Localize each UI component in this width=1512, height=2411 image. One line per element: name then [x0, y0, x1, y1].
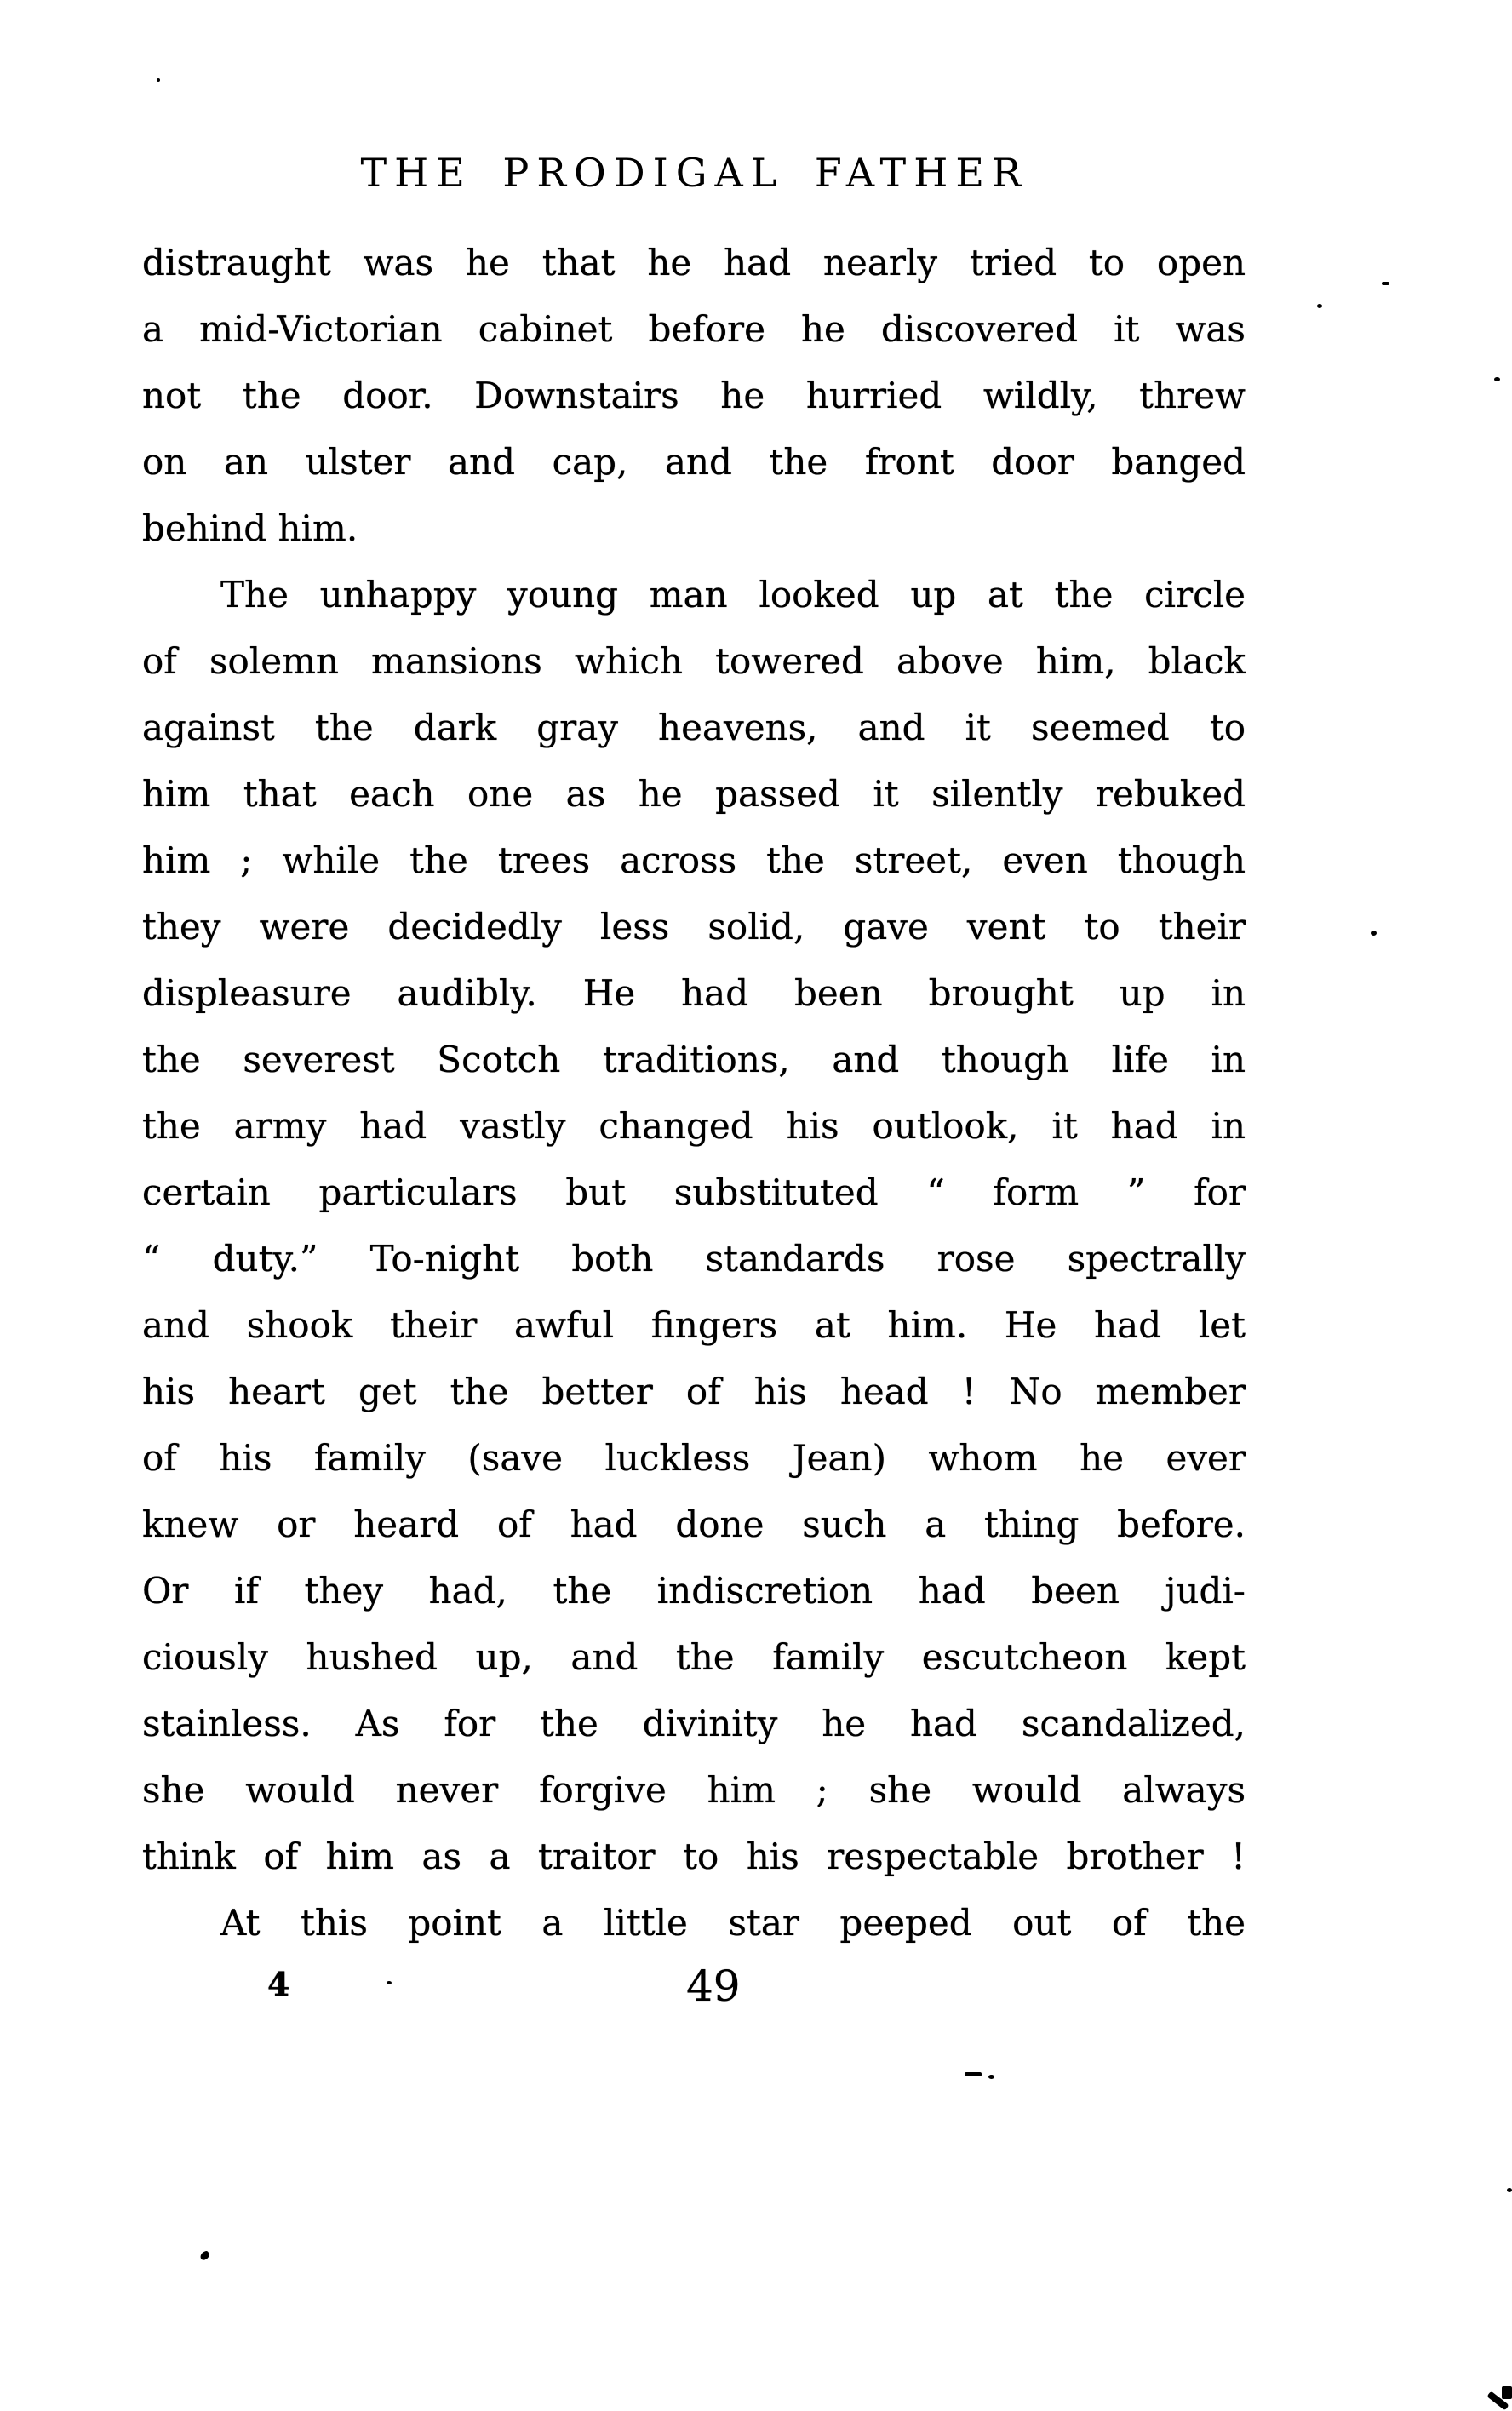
text-line: the severest Scotch traditions, and though life in — [142, 1039, 1246, 1080]
text-line: The unhappy young man looked up at the circle — [220, 574, 1246, 616]
text-line: him that each one as he passed it silently rebuked — [142, 773, 1246, 815]
scan-speck — [1382, 282, 1389, 285]
text-line: on an ulster and cap, and the front door banged — [142, 441, 1246, 483]
text-line: ciously hushed up, and the family escutcheon kept — [142, 1636, 1246, 1678]
text-line: they were decidedly less solid, gave vent to their — [142, 906, 1246, 948]
text-line: displeasure audibly. He had been brought up in — [142, 972, 1246, 1014]
text-line: the army had vastly changed his outlook, it had in — [142, 1105, 1246, 1147]
scan-speck — [1494, 377, 1500, 381]
running-head: THE PRODIGAL FATHER — [360, 150, 1029, 196]
text-block — [142, 230, 1246, 1956]
text-line: At this point a little star peeped out of the — [220, 1902, 1246, 1944]
text-line: not the door. Downstairs he hurried wildly, threw — [142, 375, 1246, 416]
scan-speck — [1371, 931, 1377, 936]
text-line: of solemn mansions which towered above him, black — [142, 640, 1246, 682]
text-line: knew or heard of had done such a thing before. — [142, 1503, 1246, 1545]
text-line: of his family (save luckless Jean) whom he ever — [142, 1437, 1246, 1479]
text-line: think of him as a traitor to his respectable brother ! — [142, 1835, 1246, 1877]
text-line: and shook their awful fingers at him. He had let — [142, 1304, 1246, 1346]
text-line: his heart get the better of his head ! No member — [142, 1371, 1246, 1412]
scan-speck — [965, 2072, 982, 2076]
text-line: distraught was he that he had nearly tried to open — [142, 242, 1246, 283]
scan-speck — [157, 78, 160, 82]
scan-artifact-corner — [1502, 2386, 1512, 2399]
scan-speck — [199, 2250, 211, 2261]
text-line: stainless. As for the divinity he had scandalized, — [142, 1703, 1246, 1744]
text-line: behind him. — [142, 507, 358, 549]
text-line: “ duty.” To-night both standards rose spectrally — [142, 1238, 1246, 1280]
text-line: she would never forgive him ; she would always — [142, 1769, 1246, 1811]
scan-speck — [1507, 2188, 1512, 2192]
scan-speck — [988, 2075, 994, 2079]
page-number: 49 — [686, 1961, 741, 2011]
text-line: a mid-Victorian cabinet before he discovered it was — [142, 308, 1246, 350]
text-line: certain particulars but substituted “ form ” for — [142, 1171, 1246, 1213]
scan-speck — [1317, 304, 1322, 308]
text-line: against the dark gray heavens, and it seemed to — [142, 707, 1246, 748]
text-line: Or if they had, the indiscretion had been judi- — [142, 1570, 1246, 1612]
scan-speck — [387, 1981, 392, 1984]
text-line: him ; while the trees across the street, even though — [142, 839, 1246, 881]
signature-mark: 4 — [267, 1965, 290, 2003]
